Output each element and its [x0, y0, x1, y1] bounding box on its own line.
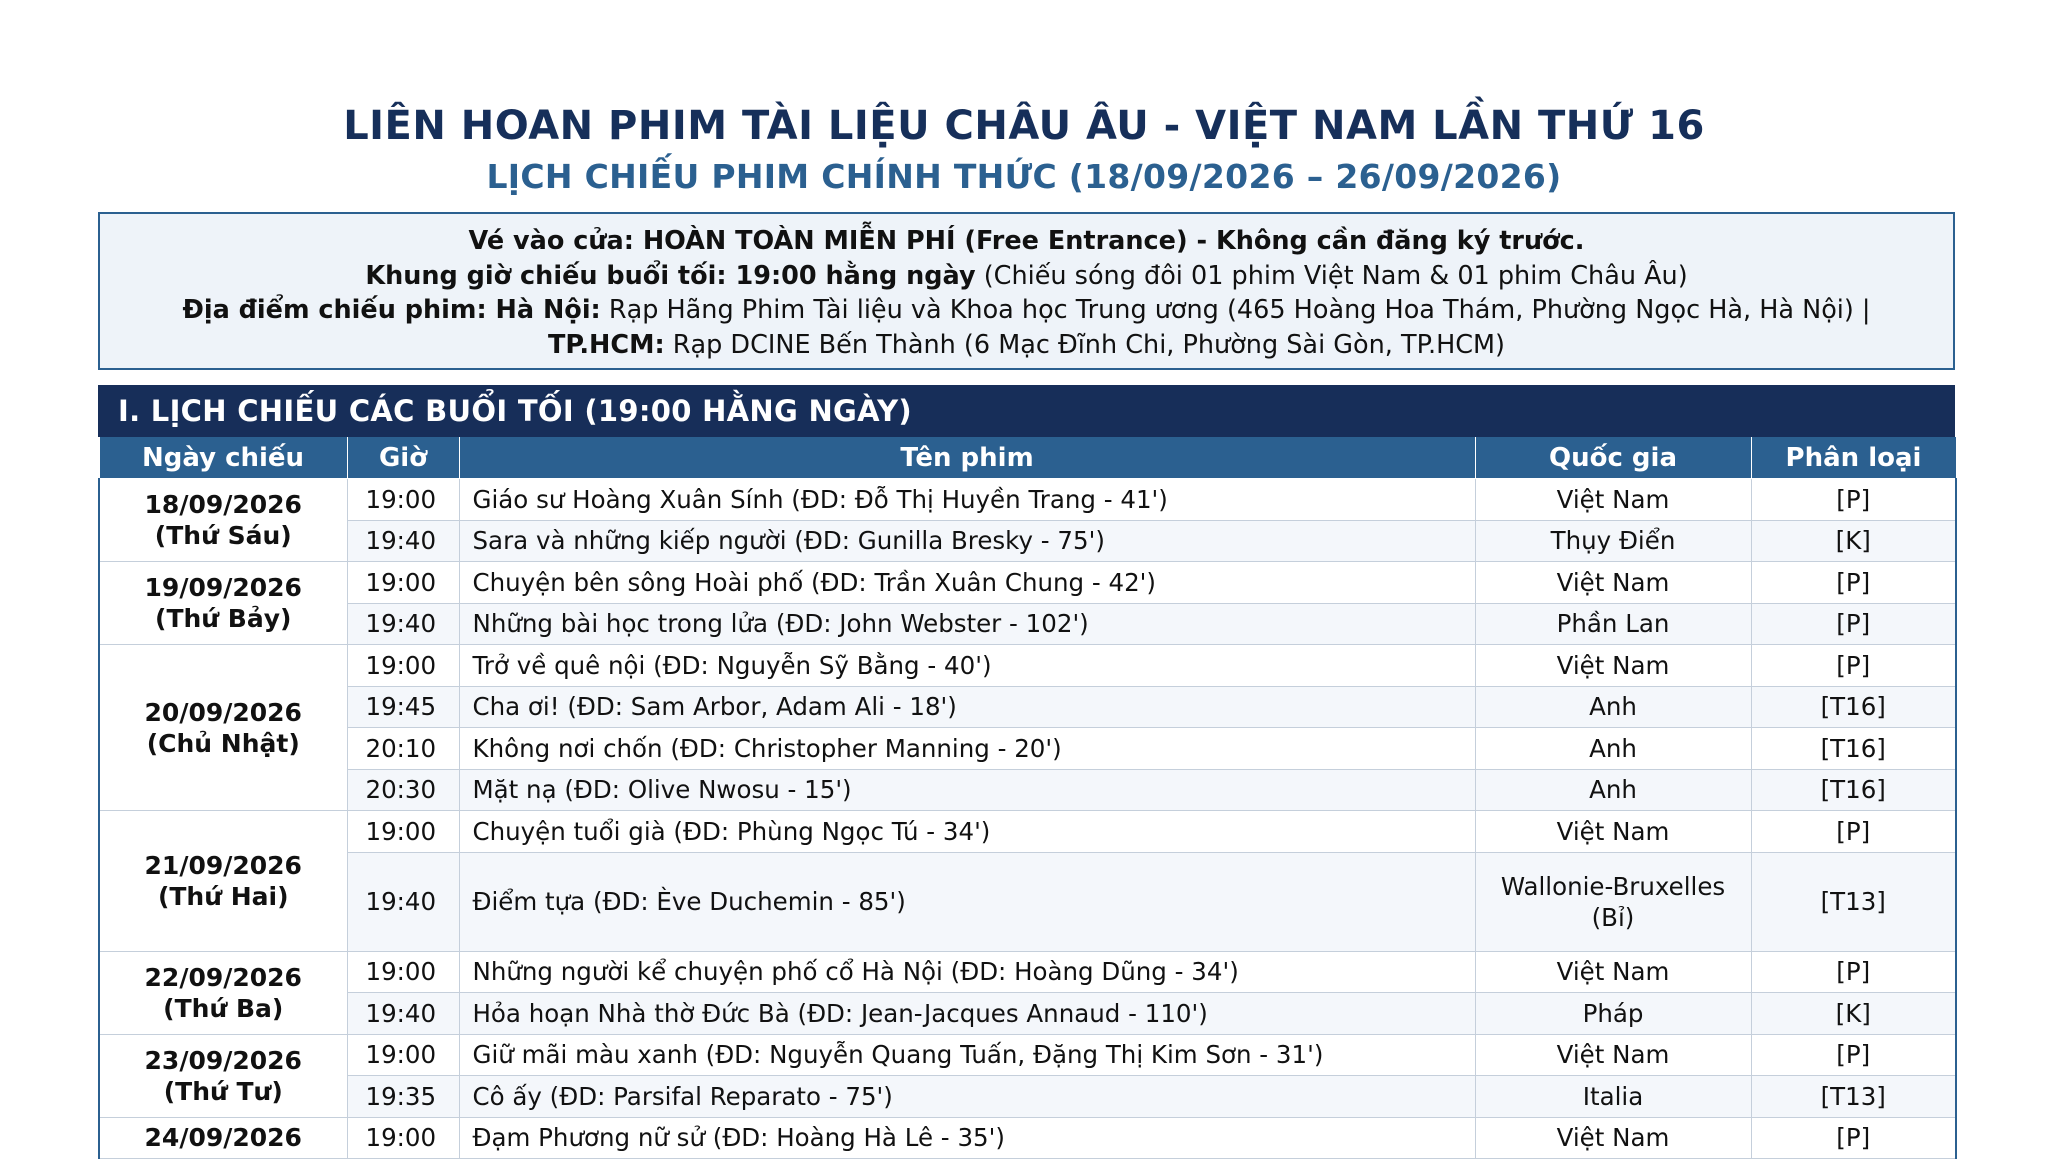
cell-rating: [T16]	[1751, 686, 1956, 728]
cell-film-title: Cô ấy (ĐD: Parsifal Reparato - 75')	[459, 1076, 1475, 1118]
table-row	[99, 562, 1956, 604]
page-title: LIÊN HOAN PHIM TÀI LIỆU CHÂU ÂU - VIỆT NAM LẦN THỨ 16	[343, 103, 1705, 149]
info-line-schedule	[100, 259, 1953, 294]
table-row	[99, 769, 1956, 811]
cell-country: Việt Nam	[1475, 1117, 1751, 1159]
cell-screening-date	[99, 1034, 347, 1117]
info-line-entrance	[100, 224, 1953, 259]
cell-country: Italia	[1475, 1076, 1751, 1118]
column-header-film: Tên phim	[459, 437, 1475, 479]
info-venue-hcm-text: Rạp DCINE Bến Thành (6 Mạc Đĩnh Chi, Phường Sài Gòn, TP.HCM)	[664, 329, 1506, 360]
column-header-rating: Phân loại	[1751, 437, 1956, 479]
cell-time: 19:40	[347, 520, 459, 562]
cell-country: Anh	[1475, 728, 1751, 770]
info-entrance-text: Vé vào cửa: HOÀN TOÀN MIỄN PHÍ (Free Entrance) - Không cần đăng ký trước.	[468, 226, 1585, 256]
cell-time: 20:10	[347, 728, 459, 770]
schedule-table	[98, 437, 1957, 1159]
table-row	[99, 728, 1956, 770]
table-row	[99, 520, 1956, 562]
cell-screening-date	[99, 479, 347, 562]
column-header-time: Giờ	[347, 437, 459, 479]
screening-date: 18/09/2026	[144, 490, 302, 519]
cell-time: 19:00	[347, 1034, 459, 1076]
cell-country: Anh	[1475, 686, 1751, 728]
cell-rating: [K]	[1751, 520, 1956, 562]
table-row	[99, 1034, 1956, 1076]
info-venue-hcm-label: TP.HCM:	[547, 329, 665, 360]
cell-country: Pháp	[1475, 993, 1751, 1035]
screening-weekday: (Thứ Tư)	[163, 1076, 283, 1106]
table-row	[99, 993, 1956, 1035]
cell-film-title: Không nơi chốn (ĐD: Christopher Manning - 20')	[459, 728, 1475, 770]
cell-country: Việt Nam	[1475, 479, 1751, 521]
cell-film-title: Cha ơi! (ĐD: Sam Arbor, Adam Ali - 18')	[459, 686, 1475, 728]
cell-country: Việt Nam	[1475, 811, 1751, 853]
cell-country: Việt Nam	[1475, 562, 1751, 604]
screening-weekday: (Thứ Hai)	[157, 881, 289, 911]
cell-screening-date	[99, 562, 347, 645]
cell-rating: [T13]	[1751, 852, 1956, 951]
screening-date: 22/09/2026	[144, 962, 302, 992]
cell-rating: [P]	[1751, 1117, 1956, 1159]
cell-film-title: Mặt nạ (ĐD: Olive Nwosu - 15')	[459, 769, 1475, 811]
info-schedule-text: (Chiếu sóng đôi 01 phim Việt Nam & 01 phim Châu Âu)	[975, 260, 1688, 291]
cell-film-title: Những bài học trong lửa (ĐD: John Webster - 102')	[459, 603, 1475, 645]
cell-time: 19:40	[347, 993, 459, 1035]
cell-country: Việt Nam	[1475, 1034, 1751, 1076]
info-venue-hanoi-text: Rạp Hãng Phim Tài liệu và Khoa học Trung ương (465 Hoàng Hoa Thám, Phường Ngọc Hà, Hà Nội) |	[600, 295, 1871, 325]
cell-screening-date	[99, 1117, 347, 1159]
cell-film-title: Chuyện bên sông Hoài phố (ĐD: Trần Xuân Chung - 42')	[459, 562, 1475, 604]
column-header-date: Ngày chiếu	[99, 437, 347, 479]
cell-country: Việt Nam	[1475, 951, 1751, 993]
cell-rating: [K]	[1751, 993, 1956, 1035]
cell-film-title: Giữ mãi màu xanh (ĐD: Nguyễn Quang Tuấn, Đặng Thị Kim Sơn - 31')	[459, 1034, 1475, 1076]
cell-time: 19:35	[347, 1076, 459, 1118]
cell-time: 19:40	[347, 852, 459, 951]
table-row	[99, 951, 1956, 993]
page-subtitle: LỊCH CHIẾU PHIM CHÍNH THỨC (18/09/2026 – 26/09/2026)	[486, 157, 1562, 196]
info-venue-hanoi-label: Địa điểm chiếu phim: Hà Nội:	[182, 295, 601, 325]
cell-film-title: Chuyện tuổi già (ĐD: Phùng Ngọc Tú - 34')	[459, 811, 1475, 853]
cell-film-title: Những người kể chuyện phố cổ Hà Nội (ĐD: Hoàng Dũng - 34')	[459, 951, 1475, 993]
cell-screening-date	[99, 811, 347, 952]
cell-country: Thụy Điển	[1475, 520, 1751, 562]
cell-time: 19:00	[347, 1117, 459, 1159]
cell-time: 19:00	[347, 645, 459, 687]
cell-film-title: Điểm tựa (ĐD: Ève Duchemin - 85')	[459, 852, 1475, 951]
cell-rating: [T13]	[1751, 1076, 1956, 1118]
section-heading: I. LỊCH CHIẾU CÁC BUỔI TỐI (19:00 HẰNG NGÀY)	[98, 385, 1955, 437]
screening-date: 23/09/2026	[144, 1045, 302, 1075]
info-box	[98, 212, 1955, 370]
cell-film-title: Trở về quê nội (ĐD: Nguyễn Sỹ Bằng - 40')	[459, 645, 1475, 687]
cell-screening-date	[99, 951, 347, 1034]
cell-country: Việt Nam	[1475, 645, 1751, 687]
cell-rating: [T16]	[1751, 728, 1956, 770]
cell-film-title: Đạm Phương nữ sử (ĐD: Hoàng Hà Lê - 35')	[459, 1117, 1475, 1159]
cell-film-title: Hỏa hoạn Nhà thờ Đức Bà (ĐD: Jean-Jacques Annaud - 110')	[459, 993, 1475, 1035]
cell-rating: [P]	[1751, 645, 1956, 687]
cell-screening-date	[99, 645, 347, 811]
info-line-venue-hanoi	[100, 293, 1953, 328]
screening-date: 20/09/2026	[144, 697, 302, 727]
table-row	[99, 1117, 1956, 1159]
screening-weekday: (Thứ Ba)	[163, 993, 284, 1023]
screening-weekday: (Chủ Nhật)	[146, 728, 300, 758]
cell-time: 19:40	[347, 603, 459, 645]
cell-time: 19:00	[347, 951, 459, 993]
table-row	[99, 1076, 1956, 1118]
cell-time: 20:30	[347, 769, 459, 811]
cell-time: 19:45	[347, 686, 459, 728]
screening-date: 21/09/2026	[144, 850, 302, 880]
cell-rating: [P]	[1751, 1034, 1956, 1076]
cell-country: Phần Lan	[1475, 603, 1751, 645]
table-header-row	[99, 437, 1956, 479]
cell-time: 19:00	[347, 479, 459, 521]
schedule-body	[99, 479, 1956, 1159]
info-schedule-label: Khung giờ chiếu buổi tối: 19:00 hằng ngày	[365, 260, 976, 291]
cell-rating: [P]	[1751, 951, 1956, 993]
cell-rating: [P]	[1751, 562, 1956, 604]
cell-film-title: Sara và những kiếp người (ĐD: Gunilla Bresky - 75')	[459, 520, 1475, 562]
screening-weekday: (Thứ Sáu)	[154, 521, 292, 550]
screening-date: 24/09/2026	[144, 1123, 302, 1153]
cell-time: 19:00	[347, 562, 459, 604]
table-row	[99, 645, 1956, 687]
table-row	[99, 852, 1956, 951]
cell-rating: [P]	[1751, 479, 1956, 521]
table-row	[99, 686, 1956, 728]
cell-rating: [P]	[1751, 811, 1956, 853]
cell-country: Anh	[1475, 769, 1751, 811]
cell-rating: [T16]	[1751, 769, 1956, 811]
cell-country: Wallonie-Bruxelles (Bỉ)	[1475, 852, 1751, 951]
table-row	[99, 811, 1956, 853]
table-row	[99, 479, 1956, 521]
cell-rating: [P]	[1751, 603, 1956, 645]
table-row	[99, 603, 1956, 645]
cell-time: 19:00	[347, 811, 459, 853]
screening-weekday: (Thứ Bảy)	[155, 604, 292, 633]
column-header-country: Quốc gia	[1475, 437, 1751, 479]
screening-date: 19/09/2026	[144, 573, 302, 602]
cell-film-title: Giáo sư Hoàng Xuân Sính (ĐD: Đỗ Thị Huyền Trang - 41')	[459, 479, 1475, 521]
info-line-venue-hcm	[100, 328, 1953, 363]
